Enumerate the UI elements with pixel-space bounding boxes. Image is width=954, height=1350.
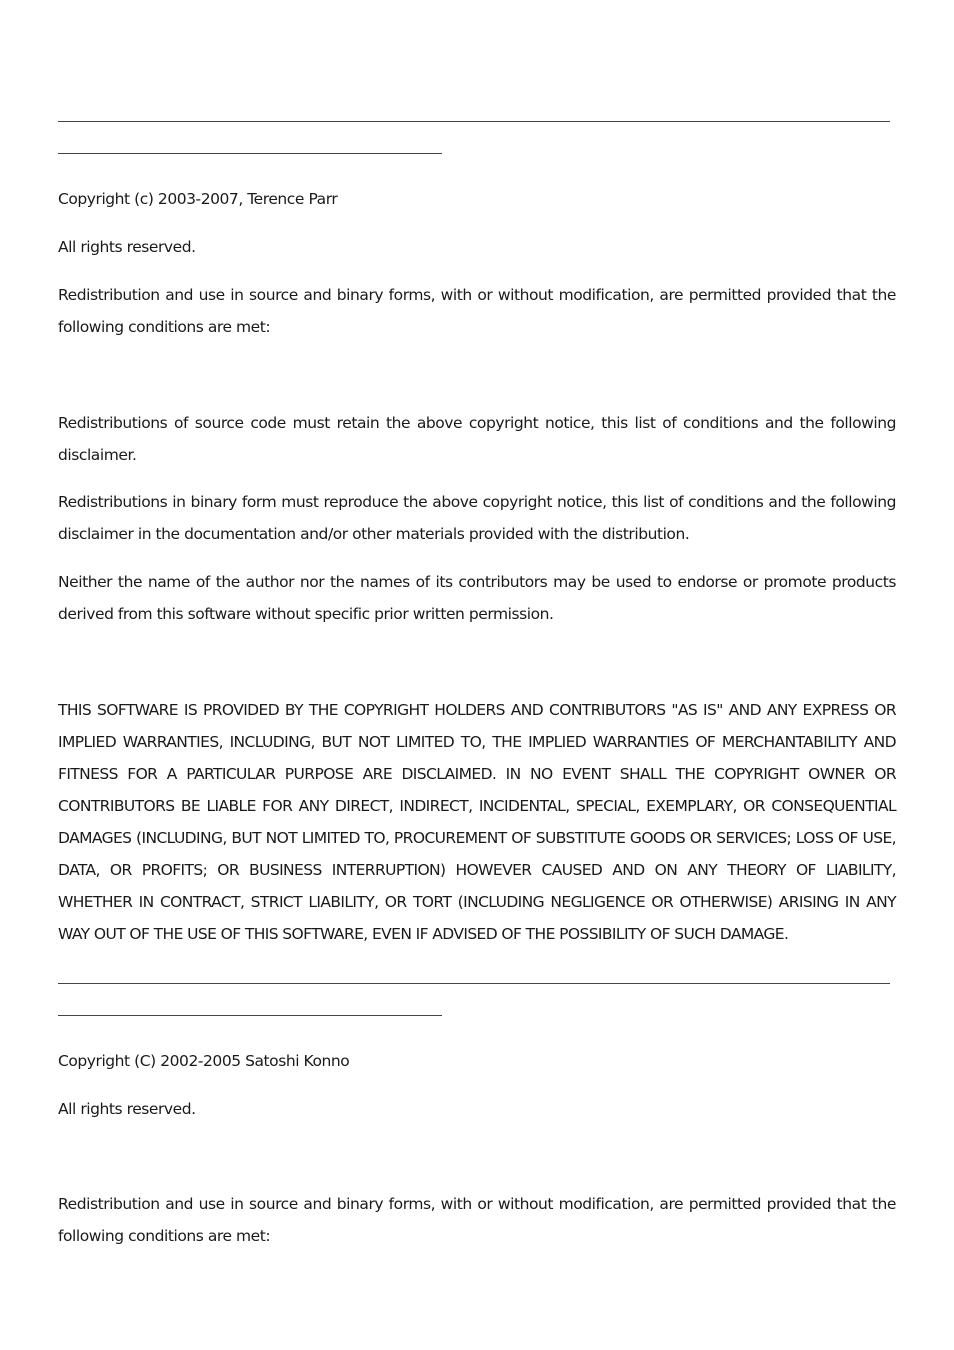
copyright-line-konno: Copyright (C) 2002-2005 Satoshi Konno [58,1052,350,1070]
rights-reserved-text: All rights reserved. [58,1100,196,1118]
warranty-disclaimer: THIS SOFTWARE IS PROVIDED BY THE COPYRIGHT HOLDERS AND CONTRIBUTORS "AS IS" AND ANY EXPRESS OR IMPLIED WARRANTIES, INCLUDING, BUT NOT LIMITED TO, THE IMPLIED WARRANTIES OF MERCHANTABILITY AND FITNESS FOR A PARTICULAR PURPOSE ARE DISCLAIMED. IN NO EVENT SHALL THE COPYRIGHT OWNER OR CONTRIBUTORS BE LIABLE FOR ANY DIRECT, INDIRECT, INCIDENTAL, SPECIAL, EXEMPLARY, OR CONSEQUENTIAL DAMAGES (INCLUDING, BUT NOT LIMITED TO, PROCUREMENT OF SUBSTITUTE GOODS OR SERVICES; LOSS OF USE, DATA, OR PROFITS; OR BUSINESS INTERRUPTION) HOWEVER CAUSED AND ON ANY THEORY OF LIABILITY, WHETHER IN CONTRACT, STRICT LIABILITY, OR TORT (INCLUDING NEGLIGENCE OR OTHERWISE) ARISING IN ANY WAY OUT OF THE USE OF THIS SOFTWARE, EVEN IF ADVISED OF THE POSSIBILITY OF SUCH DAMAGE. [58,701,896,943]
separator-line [58,983,890,984]
condition-binary-form: Redistributions in binary form must reproduce the above copyright notice, this list of conditions and the following disclaimer in the documentation and/or other materials provided with the distribution. [58,493,896,543]
separator-line-short [58,1015,442,1016]
condition-source-code: Redistributions of source code must retain the above copyright notice, this list of conditions and the following disclaimer. [58,414,896,464]
separator-line [58,121,890,122]
condition-endorsement: Neither the name of the author nor the names of its contributors may be used to endorse or promote products derived from this software without specific prior written permission. [58,573,896,623]
rights-reserved-text: All rights reserved. [58,238,196,256]
separator-line-short [58,153,442,154]
redistribution-intro: Redistribution and use in source and binary forms, with or without modification, are permitted provided that the following conditions are met: [58,1195,896,1245]
redistribution-intro: Redistribution and use in source and binary forms, with or without modification, are permitted provided that the following conditions are met: [58,286,896,336]
copyright-line-parr: Copyright (c) 2003-2007, Terence Parr [58,190,338,208]
